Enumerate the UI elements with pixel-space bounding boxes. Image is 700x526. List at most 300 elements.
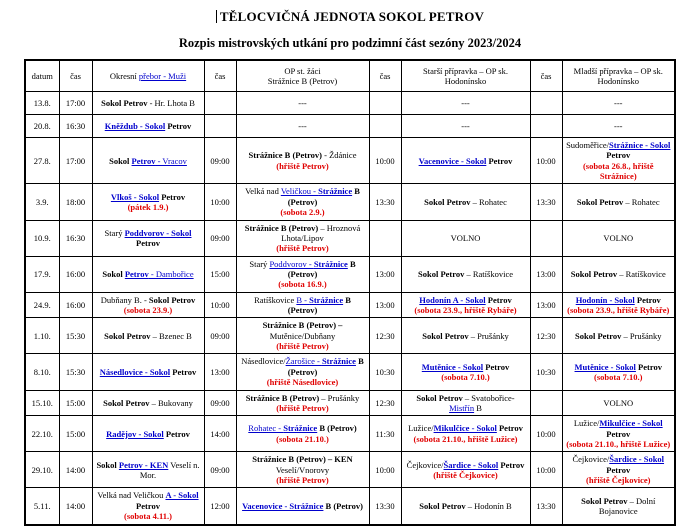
cell-match-muzi <box>92 292 204 318</box>
cell-time-starsi: 10:00 <box>369 138 401 184</box>
cell-time-mladsi: 12:30 <box>530 318 562 354</box>
match-text: Mladší přípravka – OP sk. <box>573 65 663 76</box>
cell-time-starsi: 13:30 <box>369 184 401 220</box>
note-text: (sobota 23.9., hřiště Rybáře) <box>414 305 517 316</box>
cell-match-muzi <box>92 138 204 184</box>
match-text: – Ratíškovice <box>617 268 666 279</box>
match-text: Petrov <box>606 150 631 161</box>
match-text: – Rohatec <box>623 196 660 207</box>
cell-time-mladsi: 13:00 <box>530 292 562 318</box>
note-text: (hřiště Petrov) <box>276 243 329 254</box>
cell-time-starsi <box>369 220 401 256</box>
team-link-text[interactable]: Mikulčice - Sokol <box>433 423 497 434</box>
cell-match-mladsi <box>562 452 675 488</box>
note-text: (hřiště Petrov) <box>276 402 329 413</box>
match-text: – Prušánky <box>621 330 662 341</box>
match-text: Sokol Petrov <box>424 196 471 207</box>
cell-time-muzi: 16:00 <box>59 256 92 292</box>
team-link-text[interactable]: Poddvorov - <box>269 258 314 269</box>
cell-date: 24.9. <box>25 292 59 318</box>
cell-date: 22.10. <box>25 416 59 452</box>
match-text: datum <box>31 70 53 81</box>
note-text: (sobota 26.8., hřiště Strážnice) <box>582 160 654 182</box>
match-text: – Bzenec B <box>150 330 192 341</box>
match-text: Petrov <box>606 464 631 475</box>
col-header-zaci <box>236 60 369 92</box>
match-text: Násedlovice/ <box>241 356 286 367</box>
header-row <box>25 60 675 92</box>
match-text: Sokol Petrov <box>419 500 466 511</box>
match-text: Sokol <box>109 155 132 166</box>
cell-match-zaci <box>236 452 369 488</box>
match-text: – Ratíškovice <box>464 268 513 279</box>
cell-match-starsi <box>401 354 530 390</box>
match-text: Strážnice B (Petrov) <box>244 222 319 233</box>
match-text: --- <box>461 97 470 108</box>
table-row <box>25 256 675 292</box>
team-link-text[interactable]: přebor - Muži <box>138 70 187 81</box>
cell-time-zaci: 09:00 <box>204 220 236 256</box>
match-text: Sokol Petrov <box>422 330 469 341</box>
match-text: VOLNO <box>603 232 634 243</box>
cell-match-mladsi <box>562 318 675 354</box>
cell-time-starsi: 10:30 <box>369 354 401 390</box>
cell-match-mladsi <box>562 256 675 292</box>
cell-date: 29.10. <box>25 452 59 488</box>
match-text: Čejkovice/ <box>406 459 444 470</box>
match-text: Sokol Petrov <box>104 330 151 341</box>
cell-match-starsi <box>401 318 530 354</box>
match-text: B (Petrov) <box>317 423 357 434</box>
table-row <box>25 488 675 525</box>
team-link-text[interactable]: - Vracov <box>155 155 187 166</box>
page-subtitle: Rozpis mistrovských utkání pro podzimní část sezóny 2023/2024 <box>178 36 522 50</box>
cell-date: 10.9. <box>25 220 59 256</box>
match-text: Sokol Petrov <box>101 97 148 108</box>
match-text: B <box>347 258 356 269</box>
cell-time-mladsi: 13:30 <box>530 488 562 525</box>
cell-match-muzi <box>92 256 204 292</box>
team-link-text[interactable]: Vacenovice - Sokol <box>418 155 487 166</box>
match-text: Petrov <box>165 120 192 131</box>
match-text: Mutěnice/Dubňany <box>269 330 336 341</box>
cell-time-starsi: 13:00 <box>369 292 401 318</box>
match-text: Sokol Petrov <box>575 330 622 341</box>
cell-time-zaci: 09:00 <box>204 318 236 354</box>
match-text: Okresní <box>109 70 139 81</box>
match-text: Petrov <box>136 500 160 511</box>
team-link-text[interactable]: Hodonín A - Sokol <box>419 294 486 305</box>
cell-time-mladsi: 10:00 <box>530 416 562 452</box>
match-text: Sokol Petrov <box>581 495 628 506</box>
note-text: (sobota 7.10.) <box>441 372 490 382</box>
cell-date: 1.10. <box>25 318 59 354</box>
match-text: Petrov <box>486 155 513 166</box>
team-link-text[interactable]: Strážnice <box>283 423 318 434</box>
match-text: Lhota/Lipov <box>281 232 324 243</box>
cell-match-muzi <box>92 184 204 220</box>
cell-match-mladsi <box>562 292 675 318</box>
match-text: Petrov <box>635 361 662 372</box>
col-header-datum <box>25 60 59 92</box>
cell-match-muzi <box>92 92 204 115</box>
team-link-text[interactable]: Strážnice <box>313 258 348 269</box>
cell-match-zaci <box>236 416 369 452</box>
note-text: (pátek 1.9.) <box>127 201 169 212</box>
team-link-text[interactable]: A - Sokol <box>165 490 199 501</box>
col-header-mladsi <box>562 60 675 92</box>
cell-time-mladsi <box>530 92 562 115</box>
table-row <box>25 115 675 138</box>
cell-time-zaci: 10:00 <box>204 184 236 220</box>
match-text: --- <box>614 97 623 108</box>
team-link-text[interactable]: Radějov - Sokol <box>106 428 164 439</box>
note-text: (sobota 4.11.) <box>124 511 172 522</box>
cell-time-mladsi: 13:00 <box>530 256 562 292</box>
cell-match-starsi <box>401 256 530 292</box>
cell-time-starsi <box>369 92 401 115</box>
cell-match-zaci <box>236 92 369 115</box>
table-row <box>25 138 675 184</box>
cell-match-muzi <box>92 488 204 525</box>
team-link-text[interactable]: Žarošice - <box>285 356 322 367</box>
cell-time-mladsi: 10:00 <box>530 138 562 184</box>
cell-time-zaci: 10:00 <box>204 292 236 318</box>
cell-time-zaci: 13:00 <box>204 354 236 390</box>
cell-match-mladsi <box>562 354 675 390</box>
cell-match-muzi <box>92 416 204 452</box>
cell-match-muzi <box>92 318 204 354</box>
cell-match-mladsi <box>562 220 675 256</box>
cell-match-muzi <box>92 220 204 256</box>
match-text: čas <box>214 70 226 81</box>
match-text: – Hroznová <box>318 222 361 233</box>
match-text: – Hodonín B <box>465 500 512 511</box>
cell-time-zaci: 12:00 <box>204 488 236 525</box>
note-text: (sobota 21.10.) <box>276 433 329 444</box>
team-link-text[interactable]: Vlkoš - Sokol <box>110 191 160 202</box>
note-text: (sobota 7.10.) <box>594 372 643 382</box>
cell-match-starsi <box>401 115 530 138</box>
col-header-cas3 <box>369 60 401 92</box>
note-text: (hřiště Petrov) <box>276 341 329 352</box>
col-header-cas2 <box>204 60 236 92</box>
match-text: Petrov <box>485 294 512 305</box>
team-link-text[interactable]: Šardice - Sokol <box>609 454 665 465</box>
match-text: --- <box>298 120 307 131</box>
match-text: Sokol Petrov <box>570 268 618 279</box>
table-row <box>25 92 675 115</box>
match-text: B <box>355 356 364 367</box>
col-header-starsi <box>401 60 530 92</box>
team-link-text[interactable]: Strážnice - Sokol <box>609 140 671 150</box>
cell-time-muzi: 16:30 <box>59 220 92 256</box>
cell-match-zaci <box>236 488 369 525</box>
cell-match-zaci <box>236 390 369 416</box>
cell-time-starsi: 13:30 <box>369 488 401 525</box>
match-text: Strážnice B (Petrov) <box>267 76 338 86</box>
cell-match-zaci <box>236 292 369 318</box>
cell-time-muzi: 15:30 <box>59 318 92 354</box>
cell-match-starsi <box>401 292 530 318</box>
team-link-text[interactable]: Poddvorov - Sokol <box>124 227 192 238</box>
schedule-body <box>25 92 675 525</box>
match-text: – Rohatec <box>470 196 507 207</box>
match-text: B <box>474 402 482 413</box>
match-text: - Ždánice <box>322 150 357 161</box>
match-text: Starý <box>249 258 270 269</box>
cell-time-mladsi: 13:30 <box>530 184 562 220</box>
text-cursor-artifact <box>216 10 217 23</box>
cell-date: 8.10. <box>25 354 59 390</box>
note-text: (sobota 23.9.) <box>123 305 173 316</box>
match-text: B (Petrov) <box>287 294 351 316</box>
match-text: Lužice/ <box>408 423 434 434</box>
table-row <box>25 390 675 416</box>
match-text: čas <box>70 70 81 81</box>
cell-time-muzi: 14:00 <box>59 488 92 525</box>
cell-match-zaci <box>236 256 369 292</box>
team-link-text[interactable]: Strážnice <box>309 294 344 305</box>
match-text: – Prušánky <box>319 392 360 403</box>
note-text: (hřiště Čejkovice) <box>433 469 498 480</box>
cell-date: 17.9. <box>25 256 59 292</box>
match-text: Veselí n. <box>168 459 200 470</box>
cell-time-starsi: 13:00 <box>369 256 401 292</box>
cell-time-zaci: 09:00 <box>204 452 236 488</box>
match-text: Velká nad Veličkou <box>97 490 166 501</box>
team-link-text[interactable]: Strážnice <box>321 356 356 367</box>
col-header-muzi <box>92 60 204 92</box>
cell-match-muzi <box>92 452 204 488</box>
team-link-text[interactable]: Veličkou - <box>280 186 319 197</box>
cell-time-mladsi <box>530 115 562 138</box>
table-row <box>25 220 675 256</box>
cell-time-muzi: 15:30 <box>59 354 92 390</box>
match-text: B <box>352 186 360 197</box>
table-row <box>25 416 675 452</box>
cell-time-starsi <box>369 115 401 138</box>
match-text: Dubňany B. - <box>100 294 149 305</box>
team-link-text[interactable]: Kněždub - Sokol <box>104 120 166 131</box>
match-text: Lužice/ <box>573 418 600 429</box>
page-title: TĚLOCVIČNÁ JEDNOTA SOKOL PETROV <box>219 9 485 24</box>
match-text: Sokol Petrov <box>576 196 624 207</box>
match-text: Sokol Petrov <box>148 294 196 305</box>
match-text: Hodonínsko <box>597 76 640 86</box>
match-text: Petrov <box>498 459 525 470</box>
match-text: Petrov <box>170 366 197 377</box>
cell-time-starsi: 11:30 <box>369 416 401 452</box>
note-text: (sobota 23.9., hřiště Rybáře) <box>567 305 670 316</box>
table-row <box>25 184 675 220</box>
match-text: Petrov <box>159 191 186 202</box>
match-text: Strážnice B (Petrov) – KEN <box>252 454 353 465</box>
match-text: Sokol <box>102 268 125 279</box>
team-link-text[interactable]: Vacenovice - Strážnice <box>242 500 324 511</box>
cell-time-starsi: 10:00 <box>369 452 401 488</box>
match-text: Sokol Petrov <box>103 397 150 408</box>
match-text: VOLNO <box>603 397 634 408</box>
cell-time-starsi: 12:30 <box>369 318 401 354</box>
cell-match-mladsi <box>562 488 675 525</box>
match-text: (Petrov) <box>287 196 318 207</box>
table-row <box>25 354 675 390</box>
match-text: – Bukovany <box>149 397 193 408</box>
cell-match-zaci <box>236 354 369 390</box>
cell-match-mladsi <box>562 390 675 416</box>
match-text: Veselí/Vnorovy <box>275 464 330 475</box>
cell-time-mladsi: 10:30 <box>530 354 562 390</box>
cell-time-zaci <box>204 115 236 138</box>
team-link-text[interactable]: Petrov - KEN <box>118 459 169 470</box>
match-text: čas <box>540 70 552 81</box>
table-row <box>25 452 675 488</box>
match-text: --- <box>461 120 470 131</box>
match-text: Sudoměřice/ <box>566 140 610 150</box>
cell-date: 20.8. <box>25 115 59 138</box>
cell-date: 13.8. <box>25 92 59 115</box>
match-text: Strážnice B (Petrov) <box>248 150 323 161</box>
match-text: Starší přípravka – OP sk. <box>423 65 508 76</box>
team-link-text[interactable]: Mutěnice - Sokol <box>421 361 484 372</box>
team-link-text[interactable]: Hodonín - Sokol <box>575 294 635 305</box>
cell-match-starsi <box>401 220 530 256</box>
match-text: – Prušánky <box>468 330 509 341</box>
match-text: - Hr. Lhota B <box>147 97 195 108</box>
cell-time-mladsi <box>530 390 562 416</box>
cell-date: 15.10. <box>25 390 59 416</box>
team-link-text[interactable]: Násedlovice - Sokol <box>99 366 171 377</box>
match-text: Ratíškovice <box>254 294 297 305</box>
match-text: OP st. žáci <box>284 65 321 76</box>
note-text: (sobota 21.10., hřiště Lužice) <box>566 438 671 449</box>
team-link-text[interactable]: Mistřín <box>449 402 475 413</box>
match-text: Sokol Petrov <box>416 392 463 403</box>
table-row <box>25 318 675 354</box>
cell-match-starsi <box>401 92 530 115</box>
cell-match-mladsi <box>562 416 675 452</box>
cell-time-mladsi: 10:00 <box>530 452 562 488</box>
cell-time-zaci: 09:00 <box>204 138 236 184</box>
match-text: Velká nad <box>245 186 281 197</box>
cell-match-muzi <box>92 390 204 416</box>
match-text: Starý <box>104 227 125 238</box>
match-text: Sokol Petrov <box>418 268 465 279</box>
match-text: Hodonínsko <box>444 76 487 86</box>
cell-time-muzi: 18:00 <box>59 184 92 220</box>
team-link-text[interactable]: Rohatec - <box>248 423 284 434</box>
match-text: Mor. <box>139 469 157 480</box>
cell-date: 27.8. <box>25 138 59 184</box>
match-text: VOLNO <box>450 232 481 243</box>
cell-match-muzi <box>92 354 204 390</box>
team-link-text[interactable]: Petrov <box>124 268 149 279</box>
match-text: Bojanovice <box>598 505 638 516</box>
note-text: (hřiště Násedlovice) <box>266 377 339 388</box>
match-schedule-table <box>24 59 676 526</box>
match-text: B (Petrov) <box>323 500 363 511</box>
col-header-cas1 <box>59 60 92 92</box>
match-text: Petrov <box>634 294 661 305</box>
cell-time-zaci <box>204 92 236 115</box>
cell-time-muzi: 16:00 <box>59 292 92 318</box>
match-text: Strážnice B (Petrov) <box>245 392 320 403</box>
cell-time-muzi: 15:00 <box>59 416 92 452</box>
cell-time-zaci: 14:00 <box>204 416 236 452</box>
team-link-text[interactable]: Mikulčice - Sokol <box>599 418 663 429</box>
match-text: Petrov <box>496 423 523 434</box>
match-text: – Svatobořice- <box>462 392 515 403</box>
team-link-text[interactable]: - Dambořice <box>148 268 194 279</box>
cell-match-mladsi <box>562 115 675 138</box>
cell-match-mladsi <box>562 138 675 184</box>
match-text: čas <box>379 70 391 81</box>
match-text: Petrov <box>136 238 160 249</box>
match-text: – Dolní <box>627 495 656 506</box>
cell-match-starsi <box>401 488 530 525</box>
cell-match-zaci <box>236 138 369 184</box>
match-text: (Petrov) <box>287 366 318 377</box>
cell-time-muzi: 17:00 <box>59 138 92 184</box>
match-text: --- <box>614 120 623 131</box>
match-text: Strážnice B (Petrov) – <box>262 320 343 331</box>
cell-match-zaci <box>236 318 369 354</box>
match-text: Sokol <box>96 459 119 470</box>
cell-match-mladsi <box>562 92 675 115</box>
team-link-text[interactable]: Strážnice <box>318 186 353 197</box>
cell-date: 3.9. <box>25 184 59 220</box>
note-text: (sobota 16.9.) <box>278 279 327 290</box>
team-link-text[interactable]: Petrov <box>131 155 156 166</box>
cell-time-muzi: 16:30 <box>59 115 92 138</box>
team-link-text[interactable]: B - <box>296 294 310 305</box>
note-text: (hřiště Čejkovice) <box>586 475 651 486</box>
team-link-text[interactable]: Mutěnice - Sokol <box>574 361 636 372</box>
cell-time-muzi: 14:00 <box>59 452 92 488</box>
cell-match-zaci <box>236 184 369 220</box>
match-text: Petrov <box>483 361 510 372</box>
note-text: (hřiště Petrov) <box>276 160 329 171</box>
cell-time-muzi: 15:00 <box>59 390 92 416</box>
match-text: Petrov <box>163 428 190 439</box>
col-header-cas4 <box>530 60 562 92</box>
cell-time-mladsi <box>530 220 562 256</box>
cell-time-zaci: 15:00 <box>204 256 236 292</box>
match-text: (Petrov) <box>287 268 318 279</box>
cell-match-starsi <box>401 452 530 488</box>
cell-time-zaci: 09:00 <box>204 390 236 416</box>
team-link-text[interactable]: Šardice - Sokol <box>443 459 499 470</box>
match-text: Čejkovice/ <box>572 454 610 465</box>
match-text: --- <box>298 97 307 108</box>
note-text: (sobota 21.10., hřiště Lužice) <box>413 433 518 444</box>
cell-match-zaci <box>236 220 369 256</box>
note-text: (sobota 2.9.) <box>280 207 325 218</box>
cell-match-starsi <box>401 390 530 416</box>
cell-match-starsi <box>401 416 530 452</box>
table-row <box>25 292 675 318</box>
cell-match-mladsi <box>562 184 675 220</box>
cell-match-zaci <box>236 115 369 138</box>
cell-time-muzi: 17:00 <box>59 92 92 115</box>
cell-date: 5.11. <box>25 488 59 525</box>
cell-match-muzi <box>92 115 204 138</box>
note-text: (hřiště Petrov) <box>276 475 329 486</box>
cell-match-starsi <box>401 184 530 220</box>
match-text: Petrov <box>606 428 631 439</box>
cell-time-starsi: 12:30 <box>369 390 401 416</box>
